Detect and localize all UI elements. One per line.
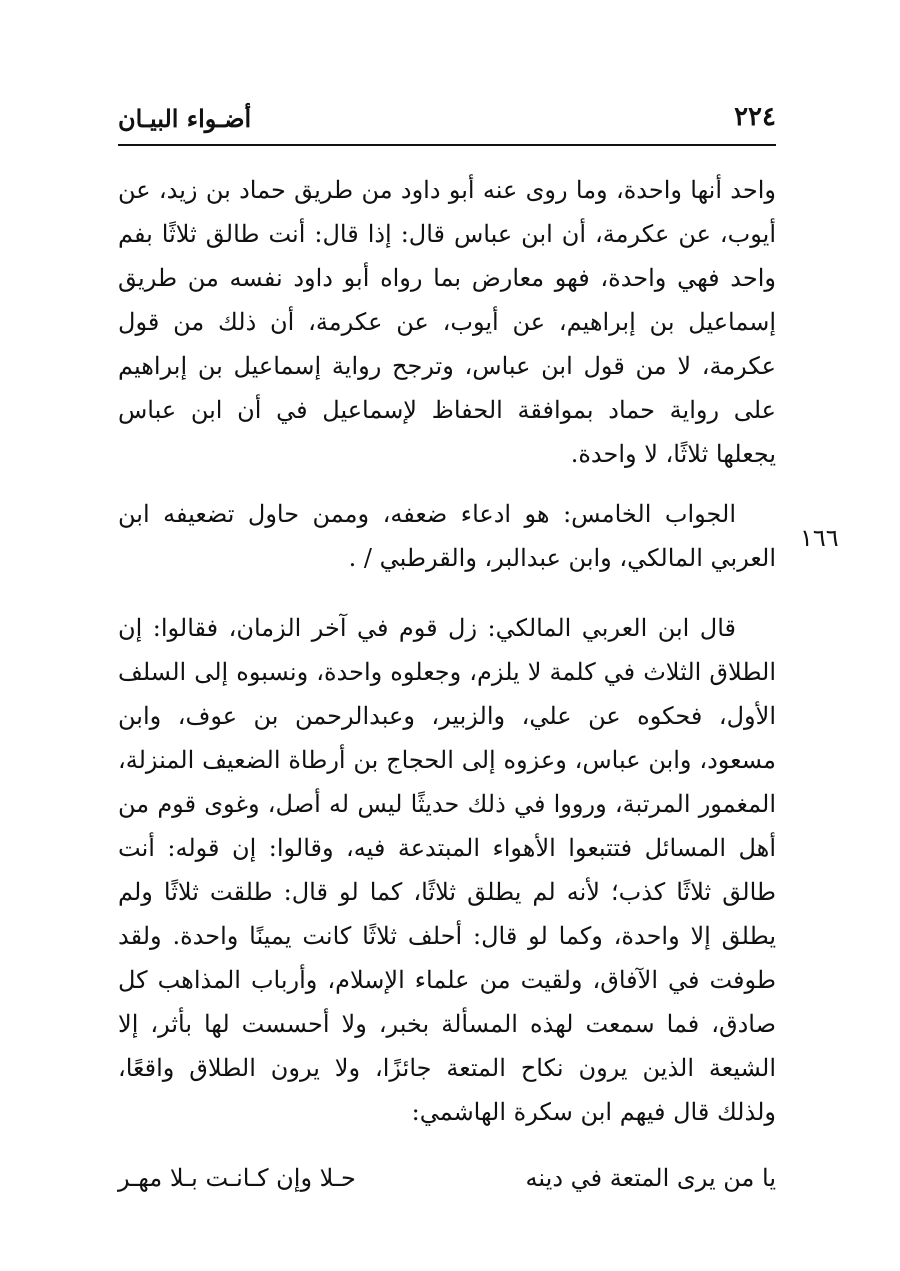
poetry-verse bbox=[118, 1156, 776, 1200]
page-number: ٢٢٤ bbox=[734, 102, 776, 132]
paragraph-1: واحد أنها واحدة، وما روى عنه أبو داود من طريق حماد بن زيد، عن أيوب، عن عكرمة، أن ابن عباس قال: إذا قال: أنت طالق ثلاثًا بفم واحد فهي واحدة، فهو معارض بما رواه أبو داود نفسه من طريق إسماعيل بن إبراهيم، عن أيوب، عن عكرمة، أن ذلك من قول عكرمة، لا من قول ابن عباس، وترجح رواية إسماعيل بن إبراهيم على رواية حماد بموافقة الحفاظ لإسماعيل في أن ابن عباس يجعلها ثلاثًا، لا واحدة. bbox=[118, 176, 777, 468]
header-rule bbox=[118, 144, 776, 146]
margin-volume-marker: ١٦٦ bbox=[800, 524, 839, 552]
verse-first-hemistich: يا من يرى المتعة في دينه bbox=[525, 1164, 776, 1192]
page-header bbox=[118, 96, 776, 140]
verse-second-hemistich: حـلا وإن كـانـت بـلا مهـر bbox=[118, 1164, 356, 1192]
running-title: أضـواء البيـان bbox=[118, 104, 252, 133]
body-text bbox=[118, 168, 776, 1200]
paragraph-2: الجواب الخامس: هو ادعاء ضعفه، وممن حاول تضعيفه ابن العربي المالكي، وابن عبدالبر، والقرطبي / . bbox=[118, 500, 776, 572]
paragraph-3: قال ابن العربي المالكي: زل قوم في آخر الزمان، فقالوا: إن الطلاق الثلاث في كلمة لا يلزم، وجعلوه واحدة، ونسبوه إلى السلف الأول، فحكوه عن علي، والزبير، وعبدالرحمن بن عوف، وابن مسعود، وابن عباس، وعزوه إلى الحجاج بن أرطاة الضعيف المنزلة، المغمور المرتبة، ورووا في ذلك حديثًا ليس له أصل، وغوى قوم من أهل المسائل فتتبعوا الأهواء المبتدعة فيه، وقالوا: إن قوله: أنت طالق ثلاثًا كذب؛ لأنه لم يطلق ثلاثًا، كما لو قال: طلقت ثلاثًا ولم يطلق إلا واحدة، وكما لو قال: أحلف ثلاثًا كانت يمينًا واحدة. ولقد طوفت في الآفاق، ولقيت من علماء الإسلام، وأرباب المذاهب كل صادق، فما سمعت لهذه المسألة بخبر، ولا أحسست لها بأثر، إلا الشيعة الذين يرون نكاح المتعة جائزًا، ولا يرون الطلاق واقعًا، ولذلك قال فيهم ابن سكرة الهاشمي: bbox=[118, 614, 776, 1126]
